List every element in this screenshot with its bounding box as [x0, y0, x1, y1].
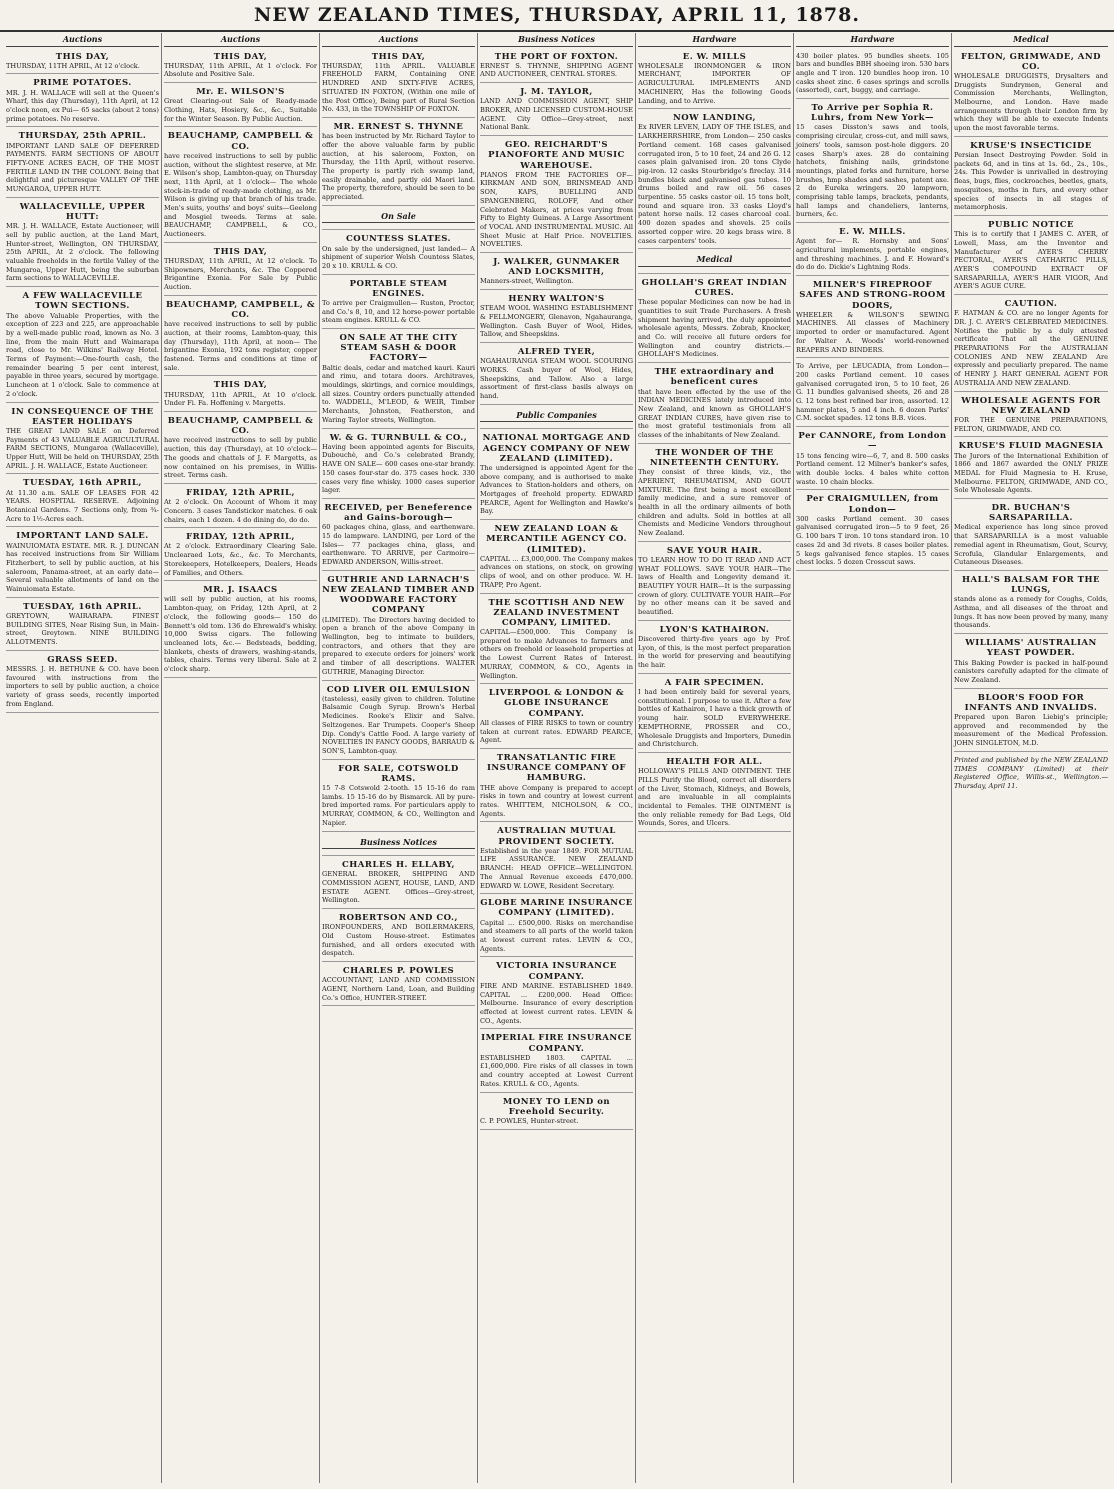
column-6 [794, 33, 952, 1483]
column-1 [4, 33, 162, 1483]
advertisement [638, 446, 791, 542]
advertisement [954, 394, 1108, 438]
ad-title: NATIONAL MORTGAGE AND AGENCY COMPANY OF NEW ZEALAND (LIMITED). [482, 433, 631, 464]
ad-title: PORTABLE STEAM ENGINES. [349, 278, 448, 299]
ad-body: THE GREAT LAND SALE on Deferred Payments of 43 VALUABLE AGRICULTURAL FARM SECTIONS, Mungaroa (Wallaceville), Upper Hutt, Will be held on THURSDAY, 25th APRIL. J. H. WALLACE, Estate Auctioneer. [6, 426, 159, 470]
ad-body: IRONFOUNDERS, AND BOILERMAKERS, Old Custom House-street. Estimates furnished, and all orders executed with despatch. [322, 923, 475, 958]
advertisement [480, 1031, 633, 1092]
advertisement [322, 858, 475, 909]
ad-body: C. P. POWLES, Hunter-street. [480, 1116, 579, 1125]
ad-body: At 2 o'clock. On Account of Whom it may Concern. 3 cases Tandstickor matches. 6 oak chairs, each 1 dozen. 4 do dining do, do do. [164, 498, 317, 524]
ad-title: AUSTRALIAN MUTUAL PROVIDENT SOCIETY. [497, 826, 616, 847]
ad-body: THE above Company is prepared to accept risks in town and country at lowest current rates. WHITTEM, NICHOLSON, & CO., Agents. [480, 783, 633, 818]
ad-body: stands alone as a remedy for Coughs, Colds, Asthma, and all diseases of the throat and lungs. It has now been proved by many, many thousands. [954, 595, 1108, 630]
section-heading: Medical [954, 34, 1108, 47]
ad-body: At 11.30 a.m. SALE OF LEASES FOR 42 YEARS. HOSPITAL RESERVE. Adjoining Botanical Gardens. 7 Sections only, from ¾-Acre to 1½-Acres each. [6, 488, 159, 523]
ad-title: IMPERIAL FIRE INSURANCE COMPANY. [481, 1033, 632, 1054]
ad-body: will sell by public auction, at his rooms, Lambton-quay, on Friday, 12th April, at 2 o'clock, the following goods— 150 do Bennett's old tom. 136 do Ehrewald's whisky. 10,000 Swiss cigars. The following uncleaned lots, &c.— Bedsteads, bedding, blankets, chests of drawers, washing-stands, tables, chairs. Terms very liberal. Sale at 2 o'clock sharp. [164, 595, 317, 674]
ad-body: TO LEARN HOW TO DO IT READ AND ACT WHAT FOLLOWS. SAVE YOUR HAIR—The laws of Health and Longevity demand it. BEAUTIFY YOUR HAIR—It is the surpassing crown of glory. CULTIVATE YOUR HAIR—For by no other means can it be saved and beautified. [638, 555, 791, 617]
advertisement [480, 345, 633, 405]
ad-title: ON SALE AT THE CITY STEAM SASH & DOOR FACTORY— [339, 333, 458, 364]
ad-title: FRIDAY, 12th APRIL, [186, 532, 295, 543]
ad-title: THE PORT OF FOXTON. [494, 51, 619, 62]
advertisement [322, 964, 475, 1006]
advertisement [6, 129, 159, 197]
ad-body: WAINUIOMATA ESTATE. MR. R. J. DUNCAN has received instructions from Sir William Fitzherbert, to sell by public auction, at his saleroom, Panama-street, at an early date— Several valuable allotments of land on the Wainuiomata Estate. [6, 541, 159, 594]
ad-body: Great Clearing-out Sale of Ready-made Clothing, Hats, Hosiery, &c., &c., Suitable for the Winter Season. By Public Auction. [164, 97, 317, 123]
advertisement [164, 245, 317, 296]
ad-title: GRASS SEED. [47, 654, 118, 665]
advertisement [164, 486, 317, 528]
ad-title: TUESDAY, 16th APRIL, [23, 478, 142, 489]
ad-title: BEAUCHAMP, CAMPBELL & CO. [167, 416, 314, 437]
ad-title: ALFRED TYER, [517, 347, 596, 358]
ad-title: GHOLLAH'S GREAT INDIAN CURES. [641, 277, 788, 299]
advertisement [164, 414, 317, 484]
ad-title: KRUSE'S INSECTICIDE [970, 140, 1092, 151]
advertisement [164, 298, 317, 377]
ad-body: has been instructed by Mr. Richard Taylor to offer the above valuable farm by public auction, at his saleroom, Foxton, on Thursday, the 11th April, without reserve. The property is partly rich swamp land, easily drainable, and partly old Maori land. The property, therefore, should be seen to be appreciated. [322, 132, 475, 202]
advertisement [6, 476, 159, 527]
ad-title: VICTORIA INSURANCE COMPANY. [496, 961, 617, 982]
advertisement [638, 251, 791, 274]
advertisement [796, 101, 949, 223]
masthead: NEW ZEALAND TIMES, THURSDAY, APRIL 11, 1878. [0, 0, 1114, 32]
column-7 [952, 33, 1110, 1483]
advertisement [480, 1095, 633, 1130]
ad-title: FRIDAY, 12th APRIL, [186, 487, 295, 498]
ad-body: THURSDAY, 11th APRIL, At 1 o'clock. For Absolute and Positive Sale. [164, 61, 317, 79]
advertisement [480, 431, 633, 520]
ad-body: have received instructions to sell by public auction, this day (Thursday), at 10 o'clock— The goods and chattels of J. F. Margetts, as now contained on his premises, in Willis-street. Terms cash. [164, 436, 317, 480]
ad-body: Prepared upon Baron Liebig's principle; approved and recommended by the measurement of the Medical Profession. JOHN SINGLETON, M.D. [954, 713, 1108, 748]
ad-title: E. W. MILLS. [839, 227, 906, 238]
ad-title: NOW LANDING, [672, 113, 757, 124]
advertisement [6, 529, 159, 597]
advertisement [322, 573, 475, 681]
advertisement [322, 431, 475, 499]
ad-body: Persian Insect Destroying Powder. Sold in packets 6d, and in tins at 1s. 6d., 2s., 10s., 24s. This Powder is unrivalled in destroying fleas, bugs, flies, cockroaches, beetles, gnats, mosquitoes, moths in furs, and every other species of insects in all stages of metamorphosis. [954, 151, 1108, 212]
ad-body: STEAM WOOL WASHING ESTABLISHMENT & FELLMONGERY, Glenavon, Ngahauranga, Wellington. Cash Buyer of Wool, Hides, Tallow, and Sheepskins. [480, 304, 633, 339]
column-2 [162, 33, 320, 1483]
advertisement [322, 911, 475, 962]
advertisement [638, 623, 791, 674]
ad-title: GLOBE MARINE INSURANCE COMPANY (LIMITED). [480, 898, 633, 919]
advertisement [638, 544, 791, 621]
ad-body: (tasteless), easily given to children. Tolutine Balsamic Cough Syrup. Brown's Herbal Medicines. Rooke's Elixir and Salve. Seltzogenes. Ear Trumpets. Cooper's Sheep Dip. Condy's Cattle Food. A large variety of NOVELTIES IN FANCY GOODS, BARRAUD & SON'S, Lambton-quay. [322, 694, 475, 755]
ad-body: WHOLESALE IRONMONGER & IRON MERCHANT, IMPORTER OF AGRICULTURAL IMPLEMENTS AND MACHINERY, Has the following Goods Landing, and to Arrive. [638, 61, 791, 105]
advertisement [6, 76, 159, 127]
ad-title: RECEIVED, per Beneference and Gains-borough— [324, 502, 473, 524]
advertisement [480, 751, 633, 822]
ad-title: A FEW WALLACEVILLE TOWN SECTIONS. [22, 291, 143, 312]
ad-title: THE extraordinary and beneficent cures [654, 367, 775, 388]
ad-title: SAVE YOUR HAIR. [666, 545, 763, 556]
ad-body: To Arrive, per LEUCADIA, from London— 200 casks Portland cement. 10 cases galvanised corrugated iron, 5 to 10 feet, 26 G. 11 bundles galvanised sheets, 26 and 28 G. 12 tons best refined bar iron, assorted. 12 hammer plates, 5 and 4 inch. 6 dozen Parks' C.M. socket spades. 12 tons B.B. vices. [796, 362, 949, 423]
ad-title: ROBERTSON AND CO., [339, 913, 458, 924]
ad-body: Manners-street, Wellington. [480, 277, 574, 286]
ad-body: WHOLESALE DRUGGISTS, Drysalters and Druggists Sundrymen, General and Commission Merchants, Wellington, Melbourne, and London. Have made arrangements through their London firm by which they will be able to execute Indents upon the most favorable terms. [954, 71, 1108, 133]
ad-title: KRUSE'S FLUID MAGNESIA [958, 441, 1104, 452]
ad-body: All classes of FIRE RISKS to town or country taken at current rates. EDWARD PEARCE, Agent. [480, 718, 633, 745]
ad-body: MR. J. H. WALLACE will sell at the Queen's Wharf, this day (Thursday), 11th April, at 12 o'clock noon, ex Pui— 65 sacks (about 2 tons) prime potatoes. No reserve. [6, 88, 159, 123]
advertisement [480, 824, 633, 894]
ad-body: I had been entirely bald for several years, constitutional. I purpose to use it. After a few bottles of Kathairon, I have a thick growth of young hair. SOLD EVERYWHERE. KEMPTHORNE, PROSSER and CO., Wholesale Druggists and Importers, Dunedin and Christchurch. [638, 688, 791, 749]
ad-body: THURSDAY, 11th APRIL, At 12 o'clock. To Shipowners, Merchants, &c. The Coppered Brigantine Exonia. For Sale by Public Auction. [164, 257, 317, 292]
ad-title: To Arrive per Sophia R. Luhrs, from New York— [810, 103, 935, 124]
ad-body: 430 boiler plates. 95 bundles sheets. 105 bars and bundles BBH shoeing iron. 530 bars angle and T iron. 120 bundles hoop iron. 10 casks sheet zinc. 6 cases springs and scrolls (assorted), cart, buggy, and carriage. [796, 51, 949, 95]
ad-body: The Jurors of the International Exhibition of 1866 and 1867 awarded the ONLY PRIZE MEDAL for Fluid Magnesia to H. Kruse, Melbourne. FELTON, GRIMWADE, AND CO., Sole Wholesale Agents. [954, 451, 1108, 495]
ad-title: CAUTION. [1004, 299, 1058, 310]
ad-body: FIRE AND MARINE. ESTABLISHED 1849. CAPITAL ... £200,000. Head Office: Melbourne. Insurance of every description effected at lowest current rates. LEVIN & CO., Agents. [480, 981, 633, 1025]
ad-body: Capital ... £500,000. Risks on merchandise and steamers to all parts of the world taken at lowest current rates. LEVIN & CO., Agents. [480, 918, 633, 953]
advertisement [322, 277, 475, 329]
ad-body: that have been effected by the use of the INDIAN MEDICINES lately introduced into New Zealand, and known as GHOLLAH'S GREAT INDIAN CURES, have given rise to the most grateful testimonials from all classes of the inhabitants of New Zealand. [638, 387, 791, 440]
ad-title: DR. BUCHAN'S SARSAPARILLA. [989, 503, 1073, 524]
ad-body: Ex RIVER LEVEN, LADY OF THE ISLES, and LARKHERRSHIRE, from London— 250 casks Portland cement. 168 cases galvanised corrugated iron, 5 to 10 feet, 24 and 26 G. 12 cases plain galvanised iron. 20 tons Clyde pig-iron. 12 casks Stourbridge's fireclay. 314 bundles black and galvanised gas tubes. 10 drums boiled and raw oil. 56 cases turpentine. 55 casks castor oil. 15 tons bolt, round and square iron. 33 casks Lloyd's patent horse nails. 12 cases charcoal coal. 400 dozen spades and shovels. 25 coils assorted copper wire. 20 kegs brass wire. 8 cases carpenters' tools. [638, 123, 791, 245]
advertisement [954, 139, 1108, 216]
ad-title: W. & G. TURNBULL & CO., [329, 432, 468, 443]
ad-title: FELTON, GRIMWADE, AND CO. [961, 51, 1101, 72]
ad-title: THIS DAY, [371, 51, 426, 62]
advertisement [638, 111, 791, 249]
ad-body: At 2 o'clock. Extraordinary Clearing Sale. Unclearaed Lots, &c., &c. To Merchants, Storekeepers, Hotelkeepers, Dealers, Heads of Families, and Others. [164, 542, 317, 577]
ad-title: LIVERPOOL & LONDON & GLOBE INSURANCE COMPANY. [488, 688, 625, 719]
section-heading: Auctions [6, 34, 159, 47]
ad-title: HEALTH FOR ALL. [666, 756, 763, 767]
ad-title: E. W. MILLS [682, 51, 747, 62]
section-heading: Hardware [638, 34, 791, 47]
ad-body: have received instructions to sell by public auction, at their rooms, Lambton-quay, this day (Thursday), 11th April, at noon— The brigantine Exonia, 192 tons register, copper fastened. Terms and conditions at time of sale. [164, 320, 317, 372]
ad-title: PUBLIC NOTICE [988, 219, 1074, 230]
ad-title: THURSDAY, 25th APRIL. [18, 131, 147, 142]
ad-body: Agent for— R. Hornsby and Sons' agricultural implements, portable engines, and threshing machines. J. and F. Howard's do do do. Dickie's Lightning Rods. [796, 237, 949, 272]
imprint-footer: Printed and published by the NEW ZEALAND TIMES COMPANY (Limited) at their Registered Office, Willis-st., Wellington.—Thursday, April 11. [954, 755, 1108, 790]
advertisement [480, 50, 633, 84]
ad-title: WILLIAMS' AUSTRALIAN YEAST POWDER. [965, 638, 1097, 659]
ad-title: J. M. TAYLOR, [520, 87, 593, 98]
ad-body: GREYTOWN, WAIRARAPA. FINEST BUILDING SITES, Near Rising Sun, in Main-street, Greytown. NINE BUILDING ALLOTMENTS. [6, 612, 159, 647]
ad-title: Business Notices [322, 837, 475, 850]
ad-body: PIANOS FROM THE FACTORIES OF— KIRKMAN AND SON, BRINSMEAD AND SON, KAPS, BUELLING AND SPANGENBERG, ROLOFF, And other Celebrated Makers, at prices varying from Fifty to Eighty Guineas. A Large Assortment of VOCAL AND INSTRUMENTAL MUSIC. All Sheet Music at Half Price. NOVELTIES. NOVELTIES. [480, 170, 633, 249]
ad-title: THIS DAY, [213, 51, 268, 62]
ad-title: IN CONSEQUENCE OF THE EASTER HOLIDAYS [11, 406, 154, 427]
ad-title: MR. J. ISAACS [203, 585, 278, 596]
ad-body: MESSRS. J. H. BETHUNE & CO. have been favoured with instructions from the importers to sell by public auction, a choice variety of grass seeds, recently imported from England. [6, 665, 159, 708]
ad-body: They consist of three kinds, viz., the APERIENT, RHEUMATISM, AND GOUT MIXTURE. The first being a most excellent family medicine, and a sure remover of health in all the ordinary ailments of both children and adults. Sold in bottles at all Chemists and Medicine Vendors throughout New Zealand. [638, 468, 791, 538]
ad-body: LAND AND COMMISSION AGENT, SHIP BROKER, AND LICENSED CUSTOM-HOUSE AGENT. City Office—Grey-street, next National Bank. [480, 97, 633, 132]
ad-body: GENERAL BROKER, SHIPPING AND COMMISSION AGENT, HOUSE, LAND, AND ESTATE AGENT. Offices—Grey-street, Wellington. [322, 870, 475, 905]
ad-title: GEO. REICHARDT'S PIANOFORTE AND MUSIC WAREHOUSE. [488, 140, 625, 171]
ad-body: have received instructions to sell by public auction, without the slightest reserve, at Mr. E. Wilson's shop, Lambton-quay, on Thursday next, 11th April, at 1 o'clock— The whole stock-in-trade of ready-made clothing, as Mr. Wilson is giving up that branch of his trade. Men's suits, youths' and boys' suits—Geelong and Mosgiel tweeds. Terms at sale. BEAUCHAMP, CAMPBELL, & CO., Auctioneers. [164, 151, 317, 239]
advertisement [638, 676, 791, 753]
ad-body: ACCOUNTANT, LAND AND COMMISSION AGENT, Northern Land, Loan, and Building Co.'s Office, HUNTER-STREET. [322, 976, 475, 1002]
ad-body: This Baking Powder is packed in half-pound canisters carefully adapted for the climate of New Zealand. [954, 658, 1108, 684]
ad-title: CHARLES H. ELLABY, [342, 860, 455, 871]
ad-body: 15 cases Disston's saws and tools, comprising circular, cross-cut, and mill saws, joiners' tools, samson post-hole diggers. 20 cases Sharp's axes. 28 do containing hatchets, finishing nails, grindstone mountings, plated forks and furniture, horse brushes, hmp shades and sashes, patent axe. 2 do Eureka wringers. 20 lampworn, comprising table lamps, brackets, pendants, hall lamps and chandeliers, lanterns, burners, &c. [796, 123, 949, 219]
section-heading: Hardware [796, 34, 949, 47]
ad-body: Having been appointed agents for Biscuits, Dubouchè, and Co.'s celebrated Brandy, HAVE ON SALE— 600 cases one-star brandy. 150 cases four-star do. 375 cases hock. 330 cases very fine whisky. 1000 cases superior lager. [322, 442, 475, 495]
ad-title: WALLACEVILLE, UPPER HUTT: [19, 201, 146, 223]
advertisement [6, 289, 159, 402]
ad-title: Medical [638, 254, 791, 267]
column-3 [320, 33, 478, 1483]
advertisement [480, 292, 633, 343]
column-4 [478, 33, 636, 1483]
ad-body: IMPORTANT LAND SALE OF DEFERRED PAYMENTS. FARM SECTIONS OF ABOUT FIFTY-ONE ACRES EACH, OF THE MOST FERTILE LAND IN THE COLONY. Being that delightful and picturesque VALLEY OF THE MUNGAROA, UPPER HUTT. [6, 141, 159, 194]
ad-title: Per CRAIGMULLEN, from London— [806, 494, 939, 515]
ad-body: THURSDAY, 11TH APRIL, At 12 o'clock. [6, 61, 140, 70]
advertisement [796, 50, 949, 100]
ad-title: HENRY WALTON'S [508, 294, 605, 305]
ad-body: ESTABLISHED 1803. CAPITAL ... £1,600,000. Fire risks of all classes in town and country accepted at Lowest Current Rates. KRULL & CO., Agents. [480, 1053, 633, 1088]
advertisement [322, 683, 475, 760]
ad-body: NGAHAURANGA STEAM WOOL SCOURING WORKS. Cash buyer of Wool, Hides, Sheepskins, and Tallow. Also a large assortment of first-class basils always on hand. [480, 357, 633, 401]
newspaper-columns [4, 33, 1110, 1483]
advertisement [164, 85, 317, 127]
ad-title: TRANSATLANTIC FIRE INSURANCE COMPANY OF HAMBURG. [486, 752, 627, 784]
section-heading: Business Notices [480, 34, 633, 47]
advertisement [6, 600, 159, 651]
advertisement [480, 255, 633, 290]
ad-title: BEAUCHAMP, CAMPBELL & CO. [167, 131, 314, 152]
advertisement [322, 331, 475, 428]
ad-title: TUESDAY, 16th APRIL. [23, 601, 142, 612]
ad-title: COUNTESS SLATES. [345, 234, 452, 245]
ad-title: PRIME POTATOES. [33, 78, 132, 89]
ad-body: FOR THE GENUINE PREPARATIONS, FELTON, GRIMWADE, AND CO. [954, 415, 1108, 433]
ad-body: CAPITAL—£500,000. This Company is prepared to make Advances to farmers and others on freehold or leasehold properties at the Lowest Current Rates of Interest. MURRAY, COMMON, & CO., Agents in Wellington. [480, 628, 633, 680]
advertisement [638, 755, 791, 832]
ad-body: These popular Medicines can now be had in quantities to suit Trade Purchasers. A fresh shipment having arrived, the duly appointed wholesale agents, Messrs. Zobrab, Knocker, and Co. will receive all future orders for Wellington and country districts.—GHOLLAH'S Medicines. [638, 298, 791, 359]
ad-body: Baltic deals, cedar and matched kauri. Kauri and rimu, and totara doors. Architraves, mouldings, skirtings, and cornice mouldings, all sizes. Country orders punctually attended to. WADDELL, M'LEOD, & WEIR, Timber Merchants, Johnston, Featherston, and Waring Taylor streets, Wellington. [322, 363, 475, 424]
ad-body: On sale by the undersigned, just landed— A shipment of superior Welsh Countess Slates, 20 x 10. KRULL & CO. [322, 244, 475, 270]
advertisement [480, 596, 633, 685]
ad-title: Mr. E. WILSON'S [196, 87, 285, 98]
ad-title: NEW ZEALAND LOAN & MERCANTILE AGENCY CO. (LIMITED). [486, 524, 627, 555]
ad-body: THURSDAY, 11th APRIL. VALUABLE FREEHOLD FARM, Containing ONE HUNDRED AND SIXTY-FIVE ACRES, SITUATED IN FOXTON, (Within one mile of the Post Office), Being part of Rural Section No. 433, in the TOWNSHIP OF FOXTON. [322, 61, 475, 114]
ad-body: CAPITAL ... £3,000,000. The Company makes advances on stations, on stock, on growing clips of wool, and on other produce. W. H. TRAPP, Pro Agent. [480, 554, 633, 589]
advertisement [638, 50, 791, 110]
ad-title: THIS DAY, [213, 380, 268, 391]
advertisement [480, 896, 633, 957]
ad-title: GUTHRIE AND LARNACH'S NEW ZEALAND TIMBER AND WOODWARE FACTORY COMPANY [322, 574, 475, 616]
advertisement [6, 405, 159, 475]
ad-title: BEAUCHAMP, CAMPBELL, & CO. [165, 299, 316, 321]
ad-title: A FAIR SPECIMEN. [664, 677, 765, 688]
ad-body: 300 casks Portland cement. 30 cases galvanised corrugated iron—5 to 9 feet, 26 G. 100 bars T iron. 10 tons standard iron. 10 cases 2d and 3d rivets. 8 cases boiler plates. 5 kegs galvanised fence staples. 15 cases chest locks. 5 dozen Crosscut saws. [796, 514, 949, 567]
ad-title: WHOLESALE AGENTS FOR NEW ZEALAND [961, 395, 1101, 416]
advertisement [954, 50, 1108, 137]
ad-title: J. WALKER, GUNMAKER AND LOCKSMITH, [493, 257, 620, 278]
ad-title: BLOOR'S FOOD FOR INFANTS AND INVALIDS. [964, 692, 1098, 713]
ad-title: CHARLES P. POWLES [342, 966, 455, 977]
advertisement [322, 834, 475, 857]
advertisement [796, 278, 949, 358]
ad-title: THE SCOTTISH AND NEW ZEALAND INVESTMENT COMPANY, LIMITED. [488, 597, 625, 628]
advertisement [164, 50, 317, 84]
advertisement [322, 208, 475, 231]
advertisement [322, 50, 475, 118]
advertisement [164, 129, 317, 242]
ad-body: ERNEST S. THYNNE, SHIPPING AGENT AND AUCTIONEER, CENTRAL STORES. [480, 61, 633, 79]
advertisement [164, 583, 317, 678]
advertisement [6, 653, 159, 713]
advertisement [322, 232, 475, 274]
advertisement [480, 85, 633, 136]
advertisement [954, 636, 1108, 688]
ad-body: MR. J. H. WALLACE, Estate Auctioneer, will sell by public auction, at the Land Mart, Hunter-street, Wellington, ON THURSDAY, 25th APRIL, At 2 o'clock. The following valuable freeholds in the fertile Valley of the Mungaroa, Upper Hutt, being the suburban farm sections to WALLACEVILLE. [6, 222, 159, 283]
advertisement [954, 501, 1108, 571]
ad-title: THIS DAY, [213, 246, 268, 257]
ad-body: 15 tons fencing wire—6, 7, and 8. 500 casks Portland cement. 12 Milner's banker's safes, with double locks. 4 bales white cotton waste. 10 chain blocks. [796, 451, 949, 486]
ad-body: Medical experience has long since proved that SARSAPARILLA is a most valuable remedial agent in Rheumatism, Gout, Scurvy, Scrofula, Glandular Enlargements, and Cutaneous Diseases. [954, 523, 1108, 567]
advertisement [480, 138, 633, 253]
ad-title: Public Companies [480, 410, 633, 423]
advertisement [796, 360, 949, 427]
ad-body: To arrive per Craigmullen— Ruston, Proctor, and Co.'s 8, 10, and 12 horse-power portable steam engines. KRULL & CO. [322, 298, 475, 325]
ad-title: IMPORTANT LAND SALE. [16, 531, 149, 542]
ad-title: MONEY TO LEND on Freehold Security. [502, 1096, 611, 1117]
ad-body: This is to certify that I JAMES C. AYER, of Lowell, Mass, am the Inventor and Manufacturer of AYER'S CHERRY PECTORAL, AYER'S CATHARTIC PILLS, AYER'S COMPOUND EXTRACT OF SARSAPARILLA, AYER'S HAIR VIGOR, And AYER'S AGUE CURE. [954, 230, 1108, 291]
advertisement [480, 686, 633, 749]
ad-title: Per CANNORE, from London— [798, 431, 947, 452]
ad-body: Discovered thirty-five years ago by Prof. Lyon, of this, is the most perfect preparation in the world for preserving and beautifying the hair. [638, 635, 791, 670]
advertisement [480, 407, 633, 430]
advertisement [954, 573, 1108, 634]
ad-body: The undersigned is appointed Agent for the above company, and is authorised to make Advances to Station-holders and others, on Mortgages of freehold property. EDWARD PEARCE, Agent for Wellington and Hawke's Bay. [480, 463, 633, 516]
ad-body: Established in the year 1849. FOR MUTUAL LIFE ASSURANCE. NEW ZEALAND BRANCH: HEAD OFFICE—WELLINGTON. The Annual Revenue exceeds £470,000. EDWARD W. LOWE, Resident Secretary. [480, 846, 633, 890]
ad-title: THE WONDER OF THE NINETEENTH CENTURY. [649, 447, 780, 468]
advertisement [480, 522, 633, 593]
advertisement [954, 297, 1108, 392]
advertisement [322, 762, 475, 832]
advertisement [796, 492, 949, 571]
advertisement [796, 429, 949, 490]
ad-title: MR. ERNEST S. THYNNE [333, 121, 464, 132]
advertisement [322, 501, 475, 571]
advertisement [6, 200, 159, 287]
ad-body: 60 packages china, glass, and earthenware. 15 do lampware. LANDING, per Lord of the Isles— 77 packages china, glass, and earthenware. TO ARRIVE, per Carmoire— EDWARD ANDERSON, Willis-street. [322, 523, 475, 567]
advertisement [164, 378, 317, 412]
ad-title: LYON'S KATHAIRON. [659, 624, 770, 635]
ad-body: 15 7-8 Cotswold 2-tooth. 15 15-16 do ram lambs. 15 15-16 do by Bismarck. All by pure-bred imported rams. For particulars apply to MURRAY, COMMON, & CO., Wellington and Napier. [322, 784, 475, 827]
advertisement [638, 365, 791, 444]
advertisement [796, 225, 949, 276]
ad-title: COD LIVER OIL EMULSION [326, 684, 471, 695]
ad-body: The above Valuable Properties, with the exception of 223 and 225, are approachable by a well-made public road, known as No. 3 line, from the main Hutt and Waimarapa road, close to Mr. Wilkins' Railway Hotel. Terms of Payment:—One-fourth cash, the remainder bearing 5 per cent interest, payable in three years, secured by mortgage. Luncheon at 1 o'clock. Sale to commence at 2 o'clock. [6, 311, 159, 398]
advertisement [954, 218, 1108, 295]
ad-title: MILNER'S FIREPROOF SAFES AND STRONG-ROOM DOORS, [799, 280, 946, 311]
advertisement [638, 276, 791, 363]
section-heading: Auctions [164, 34, 317, 47]
ad-title: HALL'S BALSAM FOR THE LUNGS, [962, 574, 1100, 596]
ad-body: (LIMITED). The Directors having decided to open a branch of the above Company in Wellington, beg to intimate to builders, contractors, and others that they are prepared to execute orders for joiners' work and timber of all descriptions. WALTER GUTHRIE, Managing Director. [322, 615, 475, 676]
advertisement [164, 530, 317, 581]
advertisement [954, 691, 1108, 752]
ad-title: FOR SALE, COTSWOLD RAMS. [338, 763, 459, 784]
column-5 [636, 33, 794, 1483]
advertisement [480, 959, 633, 1029]
ad-body: WHEELER & WILSON'S SEWING MACHINES. All classes of Machinery imported to order or manufactured. Agent for Walter A. Woods' world-renowned REAPERS AND BINDERS. [796, 310, 949, 354]
ad-title: On Sale [322, 211, 475, 224]
advertisement [6, 50, 159, 75]
advertisement [322, 120, 475, 206]
ad-body: THURSDAY, 11th APRIL, At 10 o'clock. Under Fi. Fa. Hoffening v. Margetts. [164, 390, 317, 408]
ad-title: THIS DAY, [55, 51, 110, 62]
advertisement [954, 439, 1108, 499]
section-heading: Auctions [322, 34, 475, 47]
ad-body: F. HATMAN & CO. are no longer Agents for DR. J. C. AYER'S CELEBRATED MEDICINES. Notifies the public by a duly attested certificate That all the GENUINE PREPARATIONS For the AUSTRALIAN COLONIES AND NEW ZEALAND Are expressly and peculiarly prepared. The name of HENRY J. HART GENERAL AGENT FOR AUSTRALIA AND NEW ZEALAND. [954, 309, 1108, 387]
ad-body: HOLLOWAY'S PILLS AND OINTMENT. THE PILLS Purify the Blood, correct all disorders of the Liver, Stomach, Kidneys, and Bowels, and are invaluable in all complaints incidental to Females. THE OINTMENT is the only reliable remedy for Bad Legs, Old Wounds, Sores, and Ulcers. [638, 767, 791, 828]
